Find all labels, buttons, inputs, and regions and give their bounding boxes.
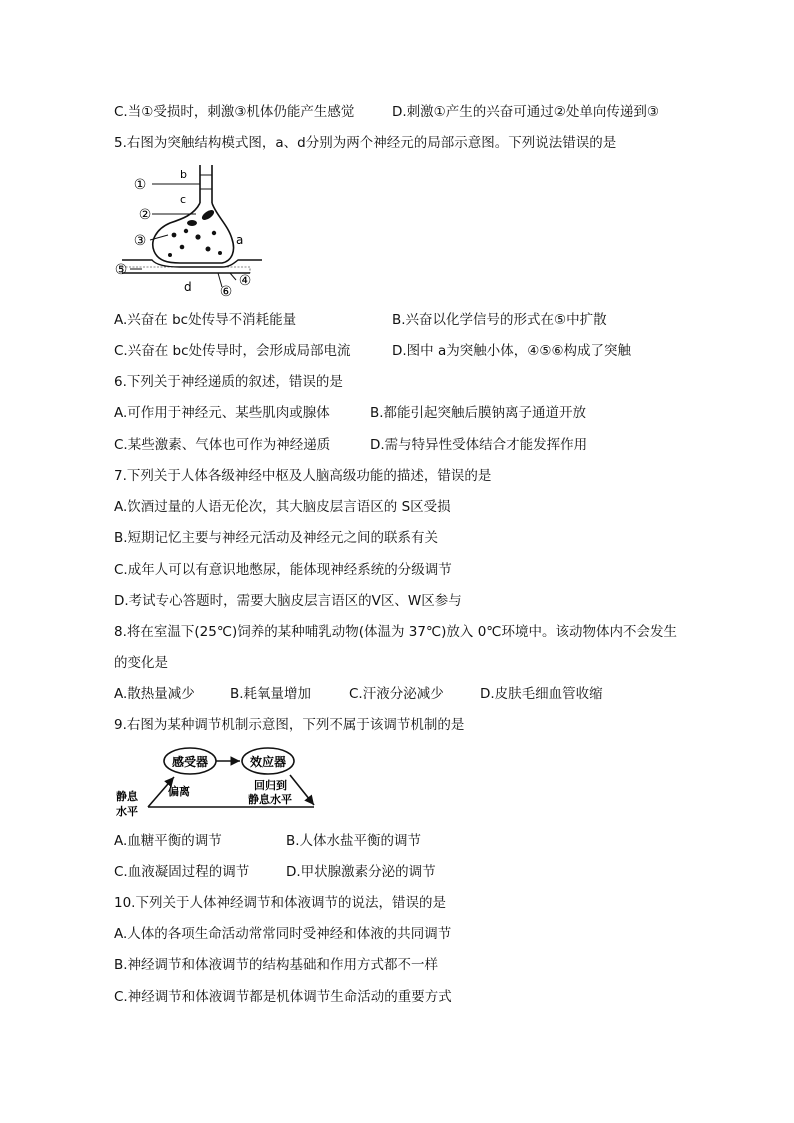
q9-stem: 9.右图为某种调节机制示意图，下列不属于该调节机制的是 bbox=[114, 717, 465, 733]
q9-option-c: C.血液凝固过程的调节 bbox=[114, 864, 250, 880]
q6-option-a: A.可作用于神经元、某些肌肉或腺体 bbox=[114, 405, 330, 421]
q10-option-a: A.人体的各项生命活动常常同时受神经和体液的共同调节 bbox=[114, 926, 452, 942]
q9-option-a: A.血糖平衡的调节 bbox=[114, 833, 222, 849]
q8-option-b: B.耗氧量增加 bbox=[230, 686, 312, 702]
q8-stem-line2: 的变化是 bbox=[114, 655, 168, 671]
q5-option-a: A.兴奋在 bc处传导不消耗能量 bbox=[114, 312, 297, 328]
q10-option-b: B.神经调节和体液调节的结构基础和作用方式都不一样 bbox=[114, 957, 439, 973]
letter-c: c bbox=[180, 193, 187, 206]
label-3: ③ bbox=[133, 233, 147, 249]
q8-option-a: A.散热量减少 bbox=[114, 686, 195, 702]
label-2: ② bbox=[138, 207, 152, 223]
q7-stem: 7.下列关于人体各级神经中枢及人脑高级功能的描述，错误的是 bbox=[114, 468, 492, 484]
letter-b: b bbox=[180, 168, 187, 181]
rest-label-1: 静息 bbox=[116, 790, 138, 803]
return-label-1: 回归到 bbox=[254, 779, 287, 792]
q10-option-c: C.神经调节和体液调节都是机体调节生命活动的重要方式 bbox=[114, 989, 452, 1005]
q4-option-c: C.当①受损时，刺激③机体仍能产生感觉 bbox=[114, 104, 355, 120]
q7-option-b: B.短期记忆主要与神经元活动及神经元之间的联系有关 bbox=[114, 530, 439, 546]
q6-option-d: D.需与特异性受体结合才能发挥作用 bbox=[370, 437, 588, 453]
q8-stem-line1: 8.将在室温下(25℃)饲养的某种哺乳动物(体温为 37℃)放入 0℃环境中。该动物体内不会发生 bbox=[114, 624, 677, 640]
q6-option-b: B.都能引起突触后膜钠离子通道开放 bbox=[370, 405, 587, 421]
label-1: ① bbox=[133, 177, 147, 193]
q4-option-d: D.刺激①产生的兴奋可通过②处单向传递到③ bbox=[392, 104, 659, 120]
q6-stem: 6.下列关于神经递质的叙述，错误的是 bbox=[114, 374, 343, 390]
return-label-2: 静息水平 bbox=[248, 793, 292, 806]
q7-option-d: D.考试专心答题时，需要大脑皮层言语区的Ⅴ区、W区参与 bbox=[114, 593, 462, 609]
q9-option-b: B.人体水盐平衡的调节 bbox=[286, 833, 422, 849]
q10-stem: 10.下列关于人体神经调节和体液调节的说法，错误的是 bbox=[114, 895, 446, 911]
rest-label-2: 水平 bbox=[116, 805, 138, 818]
letter-a: a bbox=[236, 233, 244, 247]
receptor-label: 感受器 bbox=[171, 755, 209, 769]
q8-option-d: D.皮肤毛细血管收缩 bbox=[480, 686, 603, 702]
label-5: ⑤ bbox=[114, 262, 128, 278]
q6-option-c: C.某些激素、气体也可作为神经递质 bbox=[114, 437, 331, 453]
q9-option-d: D.甲状腺激素分泌的调节 bbox=[286, 864, 436, 880]
label-4: ④ bbox=[238, 273, 252, 289]
q7-option-c: C.成年人可以有意识地憋尿，能体现神经系统的分级调节 bbox=[114, 562, 452, 578]
q5-option-d: D.图中 a为突触小体，④⑤⑥构成了突触 bbox=[392, 343, 632, 359]
q5-option-c: C.兴奋在 bc处传导时，会形成局部电流 bbox=[114, 343, 351, 359]
letter-d: d bbox=[184, 280, 192, 294]
label-6: ⑥ bbox=[219, 284, 233, 298]
q8-option-c: C.汗液分泌减少 bbox=[349, 686, 444, 702]
deviate-label: 偏离 bbox=[168, 785, 190, 798]
q7-option-a: A.饮酒过量的人语无伦次，其大脑皮层言语区的 S区受损 bbox=[114, 499, 451, 515]
synapse-diagram bbox=[112, 163, 262, 298]
feedback-diagram bbox=[112, 745, 327, 821]
q5-option-b: B.兴奋以化学信号的形式在⑤中扩散 bbox=[392, 312, 607, 328]
effector-label: 效应器 bbox=[249, 755, 287, 769]
q5-stem: 5.右图为突触结构模式图，a、d分别为两个神经元的局部示意图。下列说法错误的是 bbox=[114, 135, 617, 151]
